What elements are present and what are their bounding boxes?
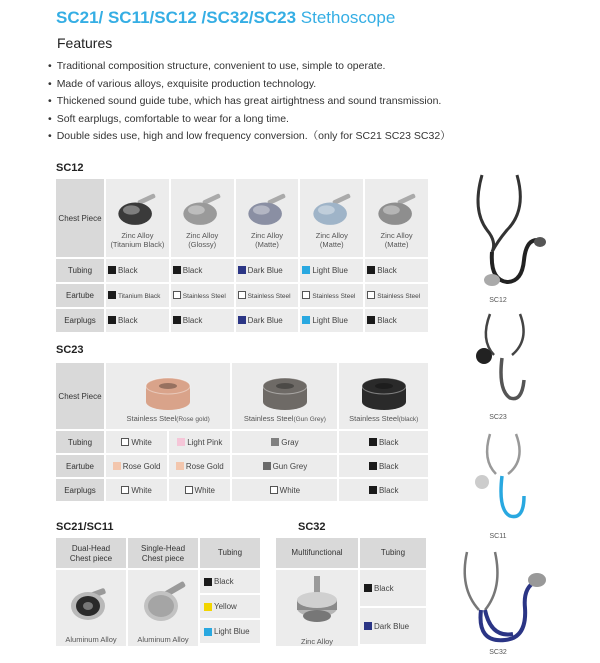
feature-item: • Traditional composition structure, convenient to use, simple to operate. (48, 58, 451, 76)
chest-piece-image (255, 372, 315, 412)
sc12-side-caption: SC12 (489, 297, 507, 304)
chest-piece-material: Zinc Alloy (250, 231, 284, 240)
single-head-chest-piece-image (128, 570, 198, 630)
color-swatch (204, 628, 212, 636)
page-title (56, 8, 395, 28)
option-cell (236, 284, 299, 307)
option-cell (171, 259, 234, 282)
color-swatch (108, 291, 116, 299)
color-swatch (121, 486, 129, 494)
sc21-single-head-sub: Chest piece (141, 554, 185, 563)
chest-piece-image (304, 191, 360, 229)
sc23-spec-table (54, 361, 430, 503)
tubing-option-text: Black (214, 577, 234, 586)
tubing-option-text: Yellow (214, 602, 237, 611)
chest-piece-material: Stainless Steel (243, 414, 294, 423)
option-text: Black (377, 266, 397, 275)
option-text: Stainless Steel (377, 293, 421, 300)
sc12-spec-table (54, 177, 430, 334)
tubing-option-text: Dark Blue (374, 621, 410, 631)
chest-piece-image (354, 372, 414, 412)
color-swatch (238, 316, 246, 324)
color-swatch (263, 462, 271, 470)
tubing-option (200, 620, 260, 643)
chest-piece-material: Stainless Steel (126, 414, 177, 423)
color-swatch (271, 438, 279, 446)
sc23-chest-piece-cell (106, 363, 230, 429)
color-swatch (367, 316, 375, 324)
sc21-tubing-header: Tubing (200, 538, 260, 568)
color-swatch (302, 266, 310, 274)
sc12-chest-piece-cell (236, 179, 299, 257)
color-swatch (113, 462, 121, 470)
option-text: Black (118, 266, 138, 275)
multifunctional-chest-piece-image (276, 570, 358, 632)
option-cell (365, 309, 428, 332)
chest-piece-material: Zinc Alloy (315, 231, 348, 240)
option-cell (232, 455, 337, 477)
sc11-side-caption: SC11 (489, 533, 507, 540)
sc23-heading: SC23 (56, 344, 84, 356)
chest-piece-finish: (Matte) (255, 240, 279, 249)
title-models: SC21/ SC11/SC12 /SC32/SC23 (56, 8, 297, 27)
chest-piece-finish: (black) (398, 416, 419, 423)
color-swatch (173, 291, 181, 299)
tubing-option (360, 570, 426, 606)
color-swatch (173, 266, 181, 274)
color-swatch (302, 316, 310, 324)
sc21-single-head-label: Single-Head (140, 544, 186, 553)
chest-piece-finish: (Titanium Black) (110, 240, 165, 249)
sc21-single-head-cell (128, 570, 198, 646)
tubing-option (200, 595, 260, 618)
option-text: Black (377, 316, 397, 325)
sc12-chest-piece-cell (365, 179, 428, 257)
option-cell (232, 431, 337, 453)
color-swatch (238, 291, 246, 299)
option-cell (169, 455, 230, 477)
color-swatch (108, 316, 116, 324)
feature-item: • Double sides use, high and low frequency conversion.（only for SC21 SC23 SC32） (48, 128, 451, 146)
sc23-eartube-label: Eartube (56, 455, 104, 477)
sc32-side-caption: SC32 (489, 649, 507, 656)
features-list (48, 58, 451, 146)
option-cell (365, 284, 428, 307)
option-cell (300, 284, 363, 307)
chest-piece-material: Stainless Steel (349, 414, 399, 423)
option-text: Black (378, 461, 399, 471)
option-text: Black (182, 266, 203, 275)
sc32-heading: SC32 (298, 521, 326, 533)
title-product: Stethoscope (300, 8, 396, 27)
chest-piece-finish: (Rose gold) (176, 416, 210, 423)
option-cell (106, 479, 167, 501)
chest-piece-material: Zinc Alloy (380, 231, 413, 240)
sc21-dual-head-sub: Chest piece (69, 554, 113, 563)
sc12-chest-piece-cell (106, 179, 169, 257)
feature-item: • Soft earplugs, comfortable to wear for a long time. (48, 111, 451, 129)
option-cell (171, 284, 234, 307)
sc12-heading: SC12 (56, 162, 84, 174)
chest-piece-image (174, 191, 230, 229)
color-swatch (204, 603, 212, 611)
option-text: Stainless Steel (247, 293, 291, 300)
sc23-earplugs-label: Earplugs (56, 479, 104, 501)
sc23-chest-piece-cell (232, 363, 337, 429)
chest-piece-image (369, 191, 425, 229)
option-text: Stainless Steel (312, 293, 356, 300)
sc21-dual-head-label: Dual-Head (71, 544, 111, 553)
color-swatch (364, 622, 372, 630)
option-text: Stainless Steel (182, 293, 226, 300)
color-swatch (302, 291, 310, 299)
option-text: Rose Gold (122, 461, 161, 471)
color-swatch (108, 266, 116, 274)
option-cell (236, 259, 299, 282)
option-text: Black (378, 437, 399, 447)
tubing-option (360, 608, 426, 644)
tubing-option-text: Light Blue (214, 627, 250, 636)
sc32-head-header: Multifunctional (276, 538, 358, 568)
color-swatch (369, 462, 377, 470)
sc11-stethoscope-image (470, 430, 540, 530)
color-swatch (238, 266, 246, 274)
option-text: Light Pink (187, 437, 223, 447)
option-text: Black (118, 316, 138, 325)
feature-item: • Made of various alloys, exquisite production technology. (48, 76, 451, 94)
chest-piece-material: Zinc Alloy (186, 231, 219, 240)
color-swatch (270, 486, 278, 494)
color-swatch (364, 584, 372, 592)
sc21-single-head-caption: Aluminum Alloy (137, 635, 189, 644)
option-cell (300, 309, 363, 332)
option-text: Dark Blue (247, 266, 283, 275)
sc32-tubing-header: Tubing (360, 538, 426, 568)
sc23-chest-label: Chest Piece (56, 363, 104, 429)
feature-item: • Thickened sound guide tube, which has great airtightness and sound transmission. (48, 93, 451, 111)
option-cell (339, 479, 428, 501)
option-text: White (131, 485, 152, 495)
chest-piece-finish: (Gun Grey) (293, 416, 326, 423)
chest-piece-material: Zinc Alloy (121, 231, 154, 240)
chest-piece-caption (232, 414, 337, 424)
option-text: Rose Gold (185, 461, 224, 471)
option-text: Black (378, 485, 399, 495)
chest-piece-finish: (Matte) (319, 240, 344, 249)
color-swatch (204, 578, 212, 586)
color-swatch (185, 486, 193, 494)
color-swatch (367, 266, 375, 274)
option-text: Dark Blue (247, 316, 283, 325)
chest-piece-image (239, 191, 295, 229)
sc32-stethoscope-image (455, 548, 550, 648)
option-cell (106, 309, 169, 332)
sc21-heading: SC21/SC11 (56, 521, 114, 533)
option-cell (106, 455, 167, 477)
sc12-earplugs-label: Earplugs (56, 309, 104, 332)
sc12-eartube-label: Eartube (56, 284, 104, 307)
option-text: White (194, 485, 215, 495)
chest-piece-finish: (Glossy) (188, 240, 217, 249)
option-cell (171, 309, 234, 332)
color-swatch (369, 438, 377, 446)
chest-piece-caption (106, 414, 230, 424)
sc12-chest-piece-cell (171, 179, 234, 257)
color-swatch (176, 462, 184, 470)
option-cell (232, 479, 337, 501)
option-cell (169, 479, 230, 501)
chest-piece-finish: (Matte) (384, 240, 409, 249)
sc23-chest-piece-cell (339, 363, 428, 429)
option-text: Titanium Black (118, 293, 161, 300)
option-cell (106, 259, 169, 282)
color-swatch (177, 438, 185, 446)
dual-head-chest-piece-image (56, 570, 126, 630)
sc23-tubing-label: Tubing (56, 431, 104, 453)
sc21-single-head-header (128, 538, 198, 568)
option-text: Black (182, 316, 203, 325)
option-text: Light Blue (312, 266, 348, 275)
chest-piece-caption (339, 414, 428, 424)
color-swatch (369, 486, 377, 494)
chest-piece-image (109, 191, 165, 229)
option-cell (365, 259, 428, 282)
chest-piece-image (138, 372, 198, 412)
option-text: Gun Grey (272, 461, 308, 471)
features-heading: Features (57, 35, 113, 51)
sc12-chest-label: Chest Piece (56, 179, 104, 257)
option-cell (339, 455, 428, 477)
sc32-head-cell (276, 570, 358, 646)
option-text: White (131, 437, 152, 447)
color-swatch (121, 438, 129, 446)
sc32-head-caption: Zinc Alloy (300, 637, 334, 646)
sc23-side-caption: SC23 (489, 414, 507, 421)
color-swatch (173, 316, 181, 324)
sc21-dual-head-cell (56, 570, 126, 646)
option-text: Gray (281, 437, 299, 447)
sc12-tubing-label: Tubing (56, 259, 104, 282)
option-cell (169, 431, 230, 453)
color-swatch (367, 291, 375, 299)
sc23-stethoscope-image (472, 310, 542, 410)
tubing-option-text: Black (374, 583, 394, 593)
sc12-stethoscope-image (462, 170, 552, 300)
sc21-dual-head-header (56, 538, 126, 568)
sc21-dual-head-caption: Aluminum Alloy (65, 635, 117, 644)
option-cell (339, 431, 428, 453)
option-cell (300, 259, 363, 282)
sc12-chest-piece-cell (300, 179, 363, 257)
option-cell (106, 284, 169, 307)
option-text: White (279, 485, 301, 495)
tubing-option (200, 570, 260, 593)
option-text: Light Blue (312, 316, 348, 325)
option-cell (106, 431, 167, 453)
option-cell (236, 309, 299, 332)
